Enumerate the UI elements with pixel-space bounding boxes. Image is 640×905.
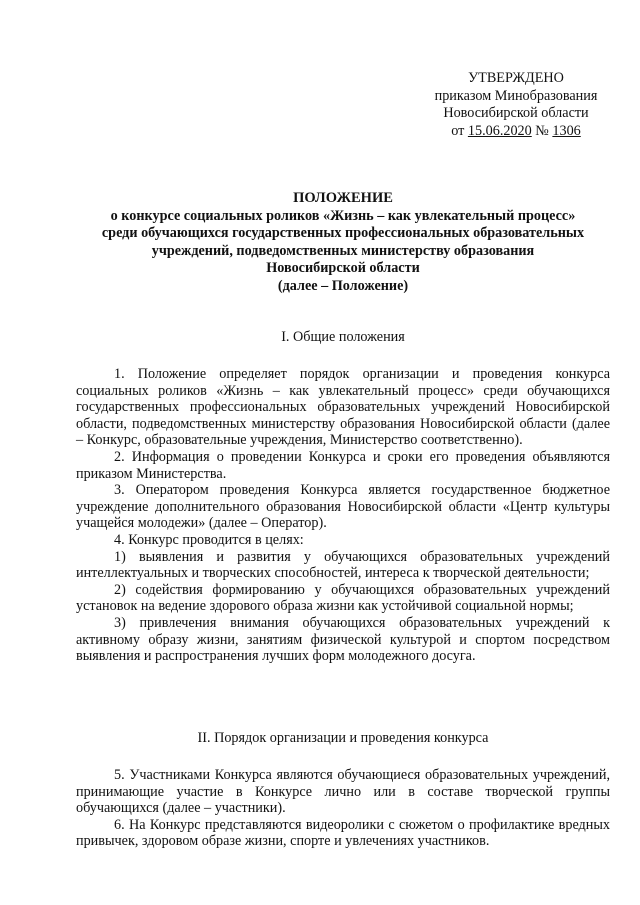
paragraph-4-1: 1) выявления и развития у обучающихся образовательных учреждений интеллектуальных и творческих способностей, интереса к творческой деятельности; (76, 548, 610, 582)
paragraph-1: 1. Положение определяет порядок организации и проведения конкурса социальных роликов «Жизнь – как увлекательный процесс» среди обучающихся государственных профессиональных образовательных учреждений Новосибирской области, подведомственных министерству образования Новосибирской области (далее – Конкурс, образовательные учреждения, Министерство соответственно). (76, 366, 610, 449)
document-title (76, 190, 610, 296)
approval-number: 1306 (552, 122, 581, 139)
approval-date-line (396, 123, 636, 141)
approval-line-2: приказом Минобразования (434, 87, 598, 104)
title-line-5: Новосибирской области (266, 260, 420, 277)
section-2-body (76, 767, 610, 850)
paragraph-4-2: 2) содействия формированию у обучающихся образовательных учреждений установок на ведение здорового образа жизни как устойчивой социальной нормы; (76, 581, 610, 615)
title-line-6: (далее – Положение) (277, 277, 409, 294)
paragraph-4: 4. Конкурс проводится в целях: (114, 531, 304, 548)
title-line-2: о конкурсе социальных роликов «Жизнь – как увлекательный процесс» (110, 207, 576, 224)
approval-stamp (396, 70, 636, 140)
paragraph-2: 2. Информация о проведении Конкурса и сроки его проведения объявляются приказом Министерства. (76, 448, 610, 482)
approval-line-3: Новосибирской области (443, 105, 589, 121)
section-2-heading: II. Порядок организации и проведения конкурса (197, 730, 489, 746)
title-line-1: ПОЛОЖЕНИЕ (293, 190, 393, 206)
title-line-4: учреждений, подведомственных министерству образования (151, 242, 535, 259)
approval-date: 15.06.2020 (467, 122, 532, 139)
paragraph-5: 5. Участниками Конкурса являются обучающиеся образовательных учреждений, принимающие участие в Конкурсе лично или в составе творческой группы обучающихся (далее – участники). (76, 767, 610, 817)
paragraph-6: 6. На Конкурс представляются видеоролики с сюжетом о профилактике вредных привычек, здоровом образе жизни, спорте и увлечениях участников. (76, 816, 610, 850)
section-1-heading: I. Общие положения (281, 329, 405, 345)
section-1-body (76, 366, 610, 665)
approval-number-sign: № (531, 122, 553, 139)
paragraph-3: 3. Оператором проведения Конкурса является государственное бюджетное учреждение дополнительного образования Новосибирской области «Центр культуры учащейся молодежи» (далее – Оператор). (76, 482, 610, 532)
title-line-3: среди обучающихся государственных профессиональных образовательных (101, 225, 585, 242)
approval-line-1: УТВЕРЖДЕНО (468, 70, 564, 86)
paragraph-4-3: 3) привлечения внимания обучающихся образовательных учреждений к активному образу жизни, занятиям физической культурой и спортом посредством выявления и распространения лучших форм молодежного досуга. (76, 614, 610, 665)
approval-date-prefix: от (451, 122, 468, 139)
